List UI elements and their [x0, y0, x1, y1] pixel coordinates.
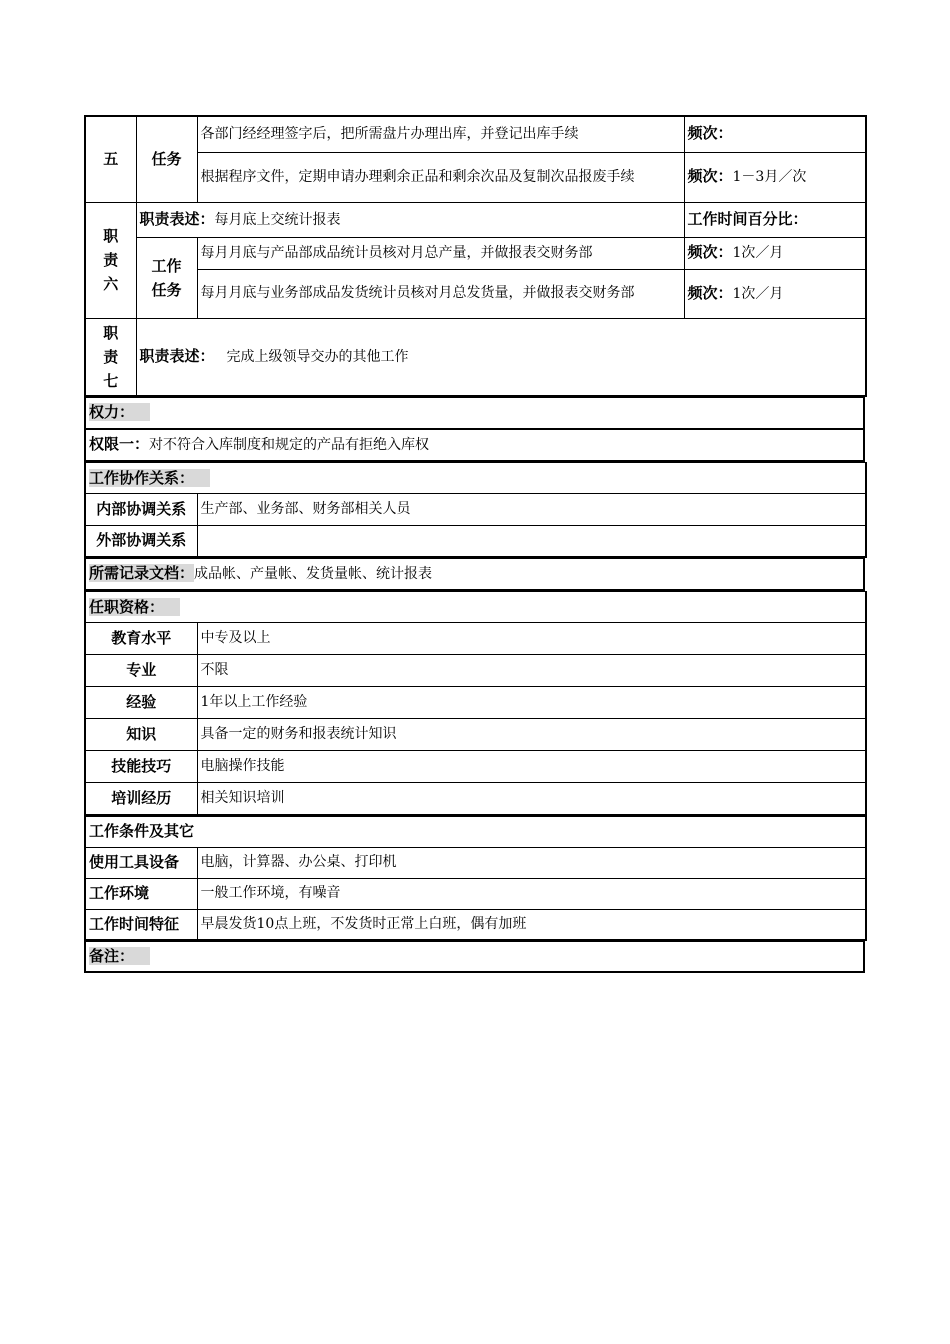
duty5-task-label: 任务 [136, 116, 197, 202]
duty6-label [85, 202, 136, 318]
frequency-value: 1－3月／次 [732, 169, 807, 185]
frequency-label: 频次： [687, 167, 733, 185]
internal-relations-value: 生产部、业务部、财务部相关人员 [197, 494, 866, 526]
frequency-value: 1次／月 [732, 285, 784, 302]
condition-value: 早晨发货10点上班，不发货时正常上白班，偶有加班 [197, 909, 866, 940]
frequency-label: 频次： [687, 243, 733, 261]
duty5-task-1: 各部门经经理签字后，把所需盘片办理出库，并登记出库手续 [197, 116, 684, 152]
records-row [85, 558, 864, 590]
qualification-label: 知识 [85, 719, 197, 751]
condition-value: 一般工作环境，有噪音 [197, 878, 866, 909]
qualification-label: 教育水平 [85, 623, 197, 655]
qualification-value: 电脑操作技能 [197, 751, 866, 783]
power-item-1-value: 对不符合入库制度和规定的产品有拒绝入库权 [149, 437, 430, 453]
internal-relations-label: 内部协调关系 [85, 494, 197, 526]
condition-label: 工作环境 [85, 878, 197, 909]
duty6-desc-value: 每月底上交统计报表 [214, 211, 341, 228]
records-table [84, 558, 865, 592]
duty5-number: 五 [85, 116, 136, 202]
qualifications-label: 任职资格： [89, 598, 180, 616]
relations-header [85, 463, 866, 494]
remarks-label: 备注： [89, 947, 150, 965]
condition-value: 电脑，计算器、办公桌、打印机 [197, 847, 866, 878]
job-description-document [84, 115, 865, 973]
power-header [85, 397, 864, 429]
qualification-label: 专业 [85, 655, 197, 687]
duty5-task-2-frequency [684, 152, 866, 202]
duty6-description [136, 202, 684, 237]
duty6-task-1-frequency [684, 237, 866, 269]
qualification-value: 具备一定的财务和报表统计知识 [197, 719, 866, 751]
qualifications-header [85, 592, 866, 623]
conditions-table [84, 816, 867, 942]
frequency-label: 频次： [687, 124, 733, 143]
qualification-label: 经验 [85, 687, 197, 719]
condition-label: 使用工具设备 [85, 847, 197, 878]
duty7-desc-label: 职责表述： [139, 346, 215, 365]
condition-label: 工作时间特征 [85, 909, 197, 940]
duty6-desc-label: 职责表述： [139, 209, 215, 228]
duty7-label-text: 职责七 [103, 323, 119, 390]
duty6-label-text: 职责六 [103, 227, 119, 293]
power-item-1-label: 权限一： [89, 435, 150, 453]
power-table [84, 397, 865, 463]
relations-label: 工作协作关系： [89, 469, 210, 487]
duty7-description [136, 318, 866, 396]
duty6-task-1: 每月月底与产品部成品统计员核对月总产量，并做报表交财务部 [197, 237, 684, 269]
qualification-value: 中专及以上 [197, 623, 866, 655]
duty6-task-label [136, 237, 197, 318]
remarks-row [85, 942, 864, 972]
duty5-task-1-frequency [684, 116, 866, 152]
qualification-value: 1年以上工作经验 [197, 687, 866, 719]
duty7-label [85, 318, 136, 396]
frequency-label: 频次： [687, 283, 733, 302]
qualifications-table [84, 591, 867, 816]
frequency-value: 1次／月 [732, 245, 784, 261]
external-relations-value [197, 526, 866, 557]
duties-table [84, 115, 867, 397]
duty6-task-2-frequency [684, 269, 866, 318]
conditions-header: 工作条件及其它 [85, 816, 866, 847]
qualification-label: 培训经历 [85, 783, 197, 815]
external-relations-label: 外部协调关系 [85, 526, 197, 557]
power-label: 权力： [89, 403, 150, 421]
qualification-label: 技能技巧 [85, 751, 197, 783]
duty6-task-label-text: 工作任务 [151, 256, 182, 299]
duty6-time-percent-label: 工作时间百分比： [684, 202, 866, 237]
duty7-desc-value: 完成上级领导交办的其他工作 [226, 348, 409, 365]
qualification-value: 不限 [197, 655, 866, 687]
duty5-task-2: 根据程序文件，定期申请办理剩余正品和剩余次品及复制次品报废手续 [197, 152, 684, 202]
qualification-value: 相关知识培训 [197, 783, 866, 815]
records-label: 所需记录文档： [89, 563, 195, 582]
relations-table [84, 462, 867, 558]
duty6-task-2: 每月月底与业务部成品发货统计员核对月总发货量，并做报表交财务部 [197, 269, 684, 318]
records-value: 成品帐、产量帐、发货量帐、统计报表 [194, 565, 433, 582]
power-item-1 [85, 429, 864, 461]
remarks-table [84, 941, 865, 973]
